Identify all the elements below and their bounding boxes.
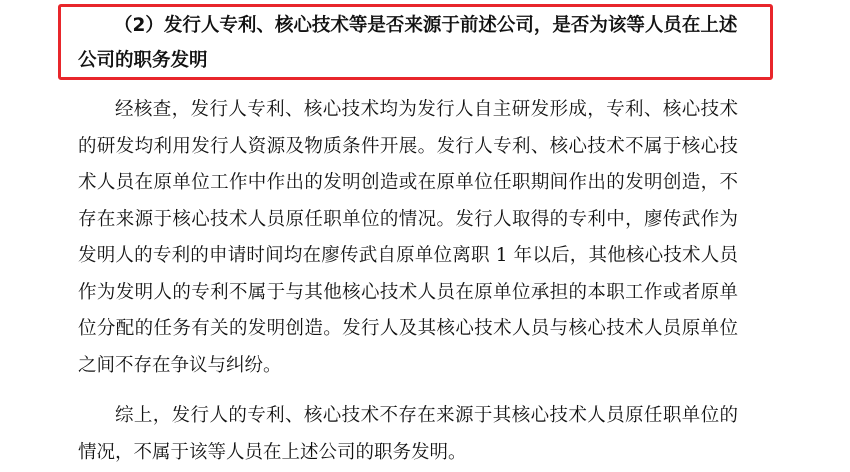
paragraph-verification: 经核查，发行人专利、核心技术均为发行人自主研发形成，专利、核心技术的研发均利用发行人资源及物质条件开展。发行人专利、核心技术不属于核心技术人员在原单位工作中作出的发明创造或在原单位任职期间作出的发明创造，不存在来源于核心技术人员原任职单位的情况。发行人取得的专利中，廖传武作为发明人的专利的申请时间均在廖传武自原单位离职 1 年以后，其他核心技术人员作为发明人的专利不属于与其他核心技术人员在原单位承担的本职工作或者原单位分配的任务有关的发明创造。发行人及其核心技术人员与核心技术人员原单位之间不存在争议与纠纷。 xyxy=(78,99,738,376)
paragraph-conclusion: 综上，发行人的专利、核心技术不存在来源于其核心技术人员原任职单位的情况，不属于该等人员在上述公司的职务发明。 xyxy=(78,405,738,463)
section-heading: （2）发行人专利、核心技术等是否来源于前述公司，是否为该等人员在上述公司的职务发明 xyxy=(78,15,738,71)
